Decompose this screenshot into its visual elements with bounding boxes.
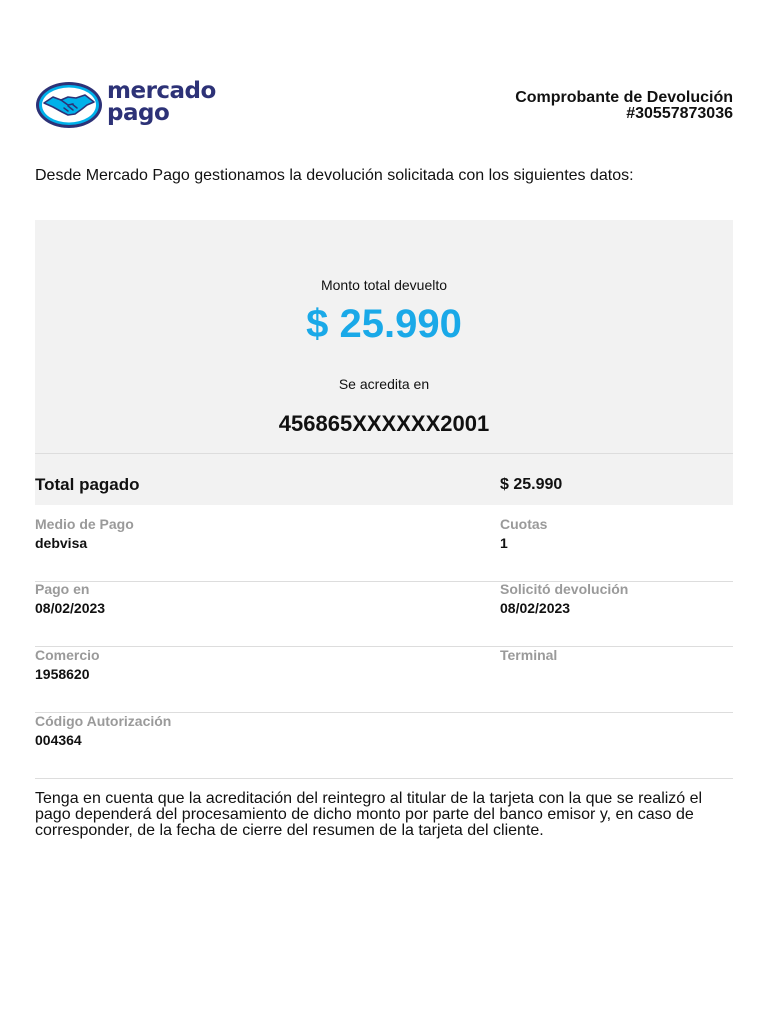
disclaimer-note: Tenga en cuenta que la acreditación del reintegro al titular de la tarjeta con la que se realizó el pago dependerá del procesamiento de dicho monto por parte del banco emisor y, en caso de corresponder, de la fecha de cierre del resumen de la tarjeta del cliente. bbox=[35, 790, 703, 839]
installments-cell bbox=[500, 516, 547, 551]
total-paid-row bbox=[35, 454, 733, 505]
intro-text: Desde Mercado Pago gestionamos la devolución solicitada con los siguientes datos: bbox=[35, 167, 634, 184]
payment-date-value: 08/02/2023 bbox=[35, 600, 106, 616]
detail-row-merchant bbox=[35, 647, 733, 713]
payment-method-cell bbox=[35, 516, 134, 551]
document-number: #30557873036 bbox=[626, 105, 733, 122]
document-title: Comprobante de Devolución bbox=[515, 89, 733, 106]
authorization-label: Código Autorización bbox=[35, 713, 172, 729]
payment-method-value: debvisa bbox=[35, 535, 88, 551]
header bbox=[35, 80, 733, 130]
terminal-cell bbox=[500, 647, 557, 666]
refund-amount: $ 25.990 bbox=[306, 302, 462, 346]
detail-row-authorization bbox=[35, 713, 733, 779]
installments-value: 1 bbox=[500, 535, 508, 551]
logo-line-2: pago bbox=[107, 100, 170, 126]
handshake-icon bbox=[35, 81, 103, 129]
refund-request-cell bbox=[500, 581, 628, 616]
payment-date-cell bbox=[35, 581, 105, 616]
total-paid-label: Total pagado bbox=[35, 475, 140, 494]
logo-wordmark bbox=[107, 80, 216, 124]
payment-date-label: Pago en bbox=[35, 581, 90, 597]
installments-label: Cuotas bbox=[500, 516, 548, 532]
detail-row-payment bbox=[35, 516, 733, 582]
detail-row-dates bbox=[35, 581, 733, 647]
terminal-label: Terminal bbox=[500, 647, 558, 663]
merchant-value: 1958620 bbox=[35, 666, 90, 682]
payment-method-label: Medio de Pago bbox=[35, 516, 134, 532]
logo-line-1: mercado bbox=[107, 78, 216, 104]
refund-request-value: 08/02/2023 bbox=[500, 600, 571, 616]
credited-to-label: Se acredita en bbox=[338, 376, 430, 392]
refund-summary bbox=[35, 220, 733, 453]
mercado-pago-logo bbox=[35, 80, 215, 130]
merchant-label: Comercio bbox=[35, 647, 100, 663]
merchant-cell bbox=[35, 647, 100, 682]
document-title-block bbox=[515, 90, 733, 122]
refund-amount-label: Monto total devuelto bbox=[320, 277, 448, 293]
authorization-cell bbox=[35, 713, 171, 748]
authorization-value: 004364 bbox=[35, 732, 82, 748]
card-number: 456865XXXXXX2001 bbox=[278, 411, 490, 436]
refund-request-label: Solicitó devolución bbox=[500, 581, 629, 597]
total-paid-value: $ 25.990 bbox=[500, 476, 563, 493]
